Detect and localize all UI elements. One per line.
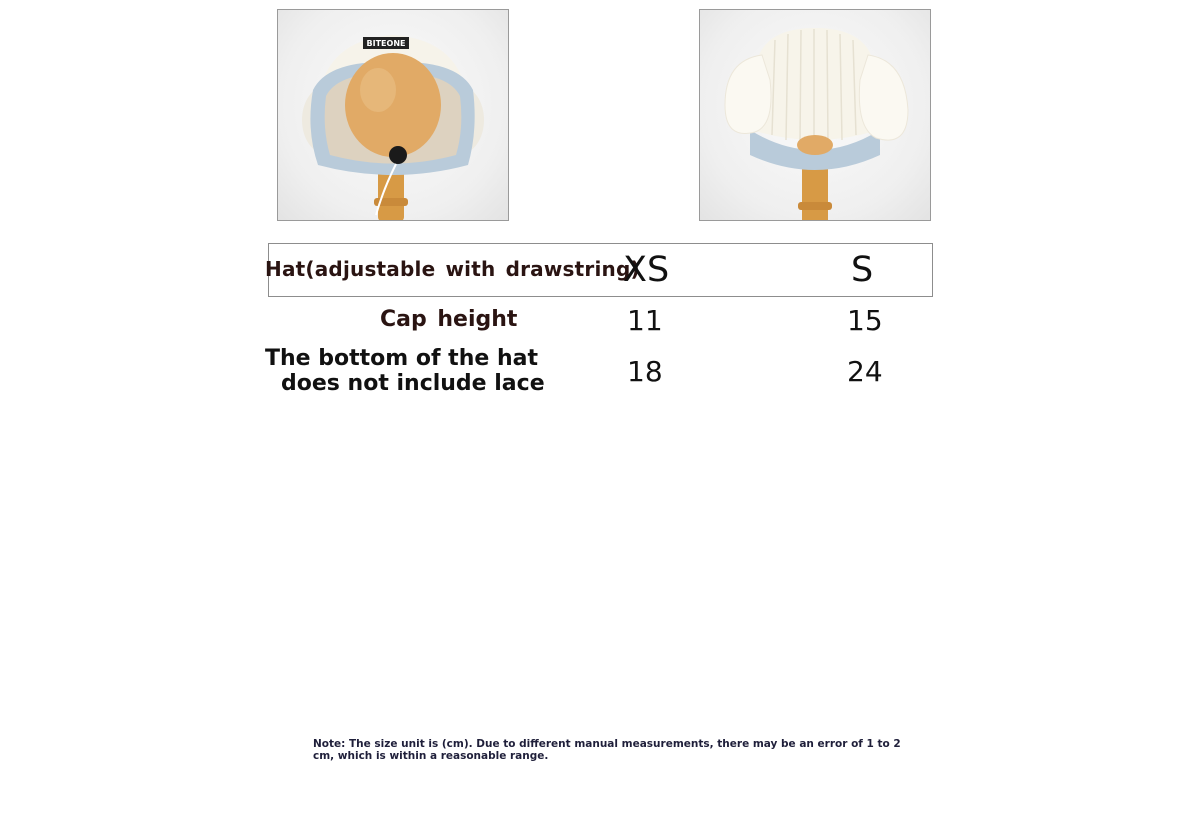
hat-front-illustration (278, 10, 508, 220)
hat-bottom-label-line1: The bottom of the hat (265, 346, 538, 371)
hat-bottom-label (265, 346, 545, 396)
hat-back-photo (699, 9, 931, 221)
hat-header-label: Hat(adjustable with drawstring) (265, 257, 640, 281)
brand-label: BITEONE (366, 39, 406, 48)
hat-bottom-s-value: 24 (847, 355, 883, 388)
size-s-header: S (851, 250, 874, 290)
size-xs-header: XS (623, 250, 670, 290)
cap-height-xs-value: 11 (627, 304, 663, 337)
hat-front-photo (277, 9, 509, 221)
cap-height-label: Cap height (380, 307, 518, 332)
measurement-note: Note: The size unit is (cm). Due to different manual measurements, there may be an error of 1 to 2 cm, which is within a reasonable range. (313, 738, 901, 762)
hat-bottom-label-line2: does not include lace (281, 371, 545, 396)
hat-bottom-xs-value: 18 (627, 355, 663, 388)
hat-back-illustration (700, 10, 930, 220)
cap-height-s-value: 15 (847, 304, 883, 337)
